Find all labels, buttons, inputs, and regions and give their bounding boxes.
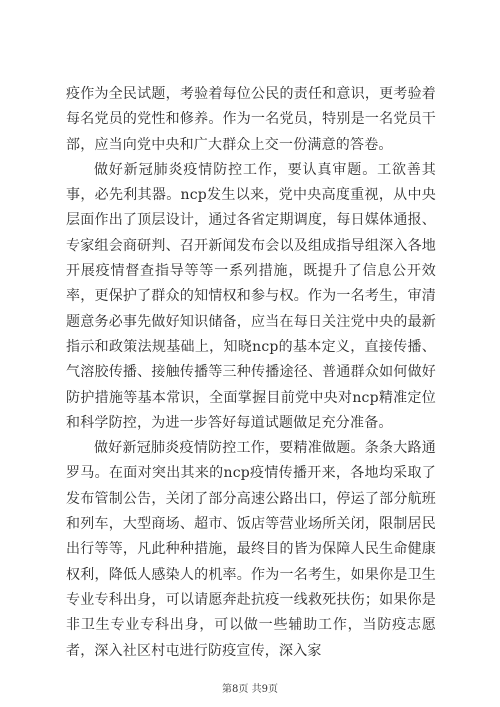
paragraph-2: 做好新冠肺炎疫情防控工作，要认真审题。工欲善其事，必先利其器。ncp发生以来，党中央高度重视，从中央层面作出了顶层设计，通过各省定期调度，每日媒体通报、专家组会商研判、召开新闻发布会以及组成指导组深入各地开展疫情督查指导等等一系列措施，既提升了信息公开效率，更保护了群众的知情权和参与权。作为一名考生，审清题意务必事先做好知识储备，应当在每日关注党中央的最新指示和政策法规基础上，知晓ncp的基本定义，直接传播、气溶胶传播、接触传播等三种传播途径、普通群众如何做好防护措施等基本常识，全面掌握目前党中央对ncp精准定位和科学防控，为进一步答好每道试题做足充分准备。 — [66, 161, 436, 431]
paragraph-1: 疫作为全民试题，考验着每位公民的责任和意识，更考验着每名党员的党性和修养。作为一名党员，特别是一名党员干部，应当向党中央和广大群众上交一份满意的答卷。 — [66, 86, 436, 153]
page-number-footer: 第8页 共9页 — [222, 684, 278, 695]
document-body — [66, 82, 436, 664]
paragraph-3: 做好新冠肺炎疫情防控工作，要精准做题。条条大路通罗马。在面对突出其来的ncp疫情传播开来，各地均采取了发布管制公告，关闭了部分高速公路出口，停运了部分航班和列车，大型商场、超市、饭店等营业场所关闭，限制居民出行等等，凡此种种措施，最终目的皆为保障人民生命健康权利，降低人感染人的机率。作为一名考生，如果你是卫生专业专科出身，可以请愿奔赴抗疫一线救死扶伤；如果你是非卫生专业专科出身，可以做一些辅助工作，当防疫志愿者，深入社区村屯进行防疫宣传，深入家 — [66, 440, 436, 659]
